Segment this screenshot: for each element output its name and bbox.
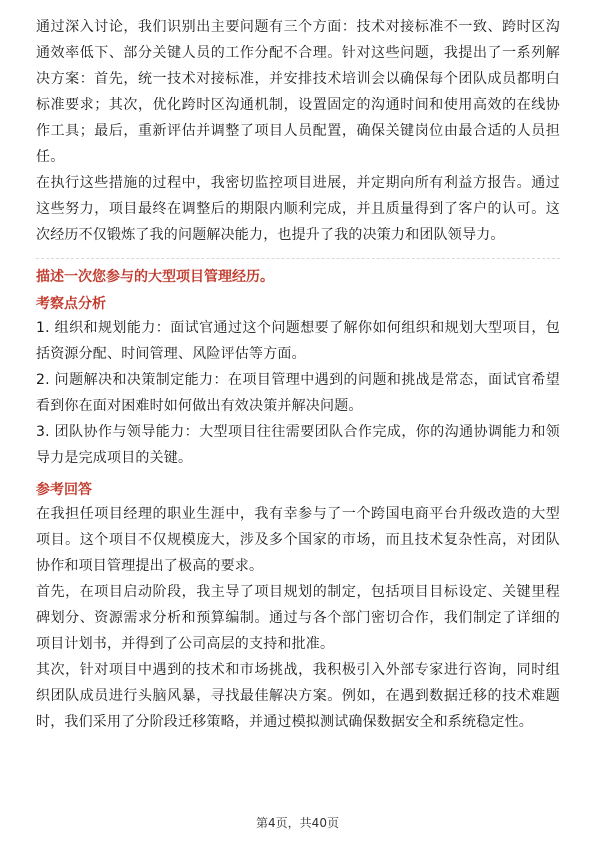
analysis-item: 1. 组织和规划能力：面试官通过这个问题想要了解你如何组织和规划大型项目，包括资源分配、时间管理、风险评估等方面。 (36, 320, 560, 362)
intro-paragraph: 通过深入讨论，我们识别出主要问题有三个方面：技术对接标准不一致、跨时区沟通效率低下、部分关键人员的工作分配不合理。针对这些问题，我提出了一系列解决方案：首先，统一技术对接标准，并安排技术培训会以确保每个团队成员都明白标准要求；其次，优化跨时区沟通机制，设置固定的沟通时间和使用高效的在线协作工具；最后，重新评估并调整了项目人员配置，确保关键岗位由最合适的人员担任。 (36, 19, 560, 165)
page-number: 第4页，共40页 (256, 816, 339, 830)
analysis-item: 3. 团队协作与领导能力：大型项目往往需要团队合作完成，你的沟通协调能力和领导力是完成项目的关键。 (36, 424, 560, 466)
analysis-title: 考察点分析 (36, 296, 106, 312)
question-heading: 描述一次您参与的大型项目管理经历。 (36, 269, 274, 285)
answer-title: 参考回答 (36, 482, 92, 498)
answer-paragraph: 首先，在项目启动阶段，我主导了项目规划的制定，包括项目目标设定、关键里程碑划分、资源需求分析和预算编制。通过与各个部门密切合作，我们制定了详细的项目计划书，并得到了公司高层的支持和批准。 (36, 584, 560, 652)
answer-paragraph: 其次，针对项目中遇到的技术和市场挑战，我积极引入外部专家进行咨询，同时组织团队成员进行头脑风暴，寻找最佳解决方案。例如，在遇到数据迁移的技术难题时，我们采用了分阶段迁移策略，并通过模拟测试确保数据安全和系统稳定性。 (36, 662, 560, 730)
answer-paragraph: 在我担任项目经理的职业生涯中，我有幸参与了一个跨国电商平台升级改造的大型项目。这个项目不仅规模庞大，涉及多个国家的市场，而且技术复杂性高，对团队协作和项目管理提出了极高的要求。 (36, 506, 560, 574)
intro-paragraph: 在执行这些措施的过程中，我密切监控项目进展，并定期向所有利益方报告。通过这些努力，项目最终在调整后的期限内顺利完成，并且质量得到了客户的认可。这次经历不仅锻炼了我的问题解决能力，也提升了我的决策力和团队领导力。 (36, 175, 560, 243)
analysis-item: 2. 问题解决和决策制定能力：在项目管理中遇到的问题和挑战是常态，面试官希望看到你在面对困难时如何做出有效决策并解决问题。 (36, 372, 560, 414)
section-divider (36, 258, 560, 259)
page-content (36, 14, 560, 735)
